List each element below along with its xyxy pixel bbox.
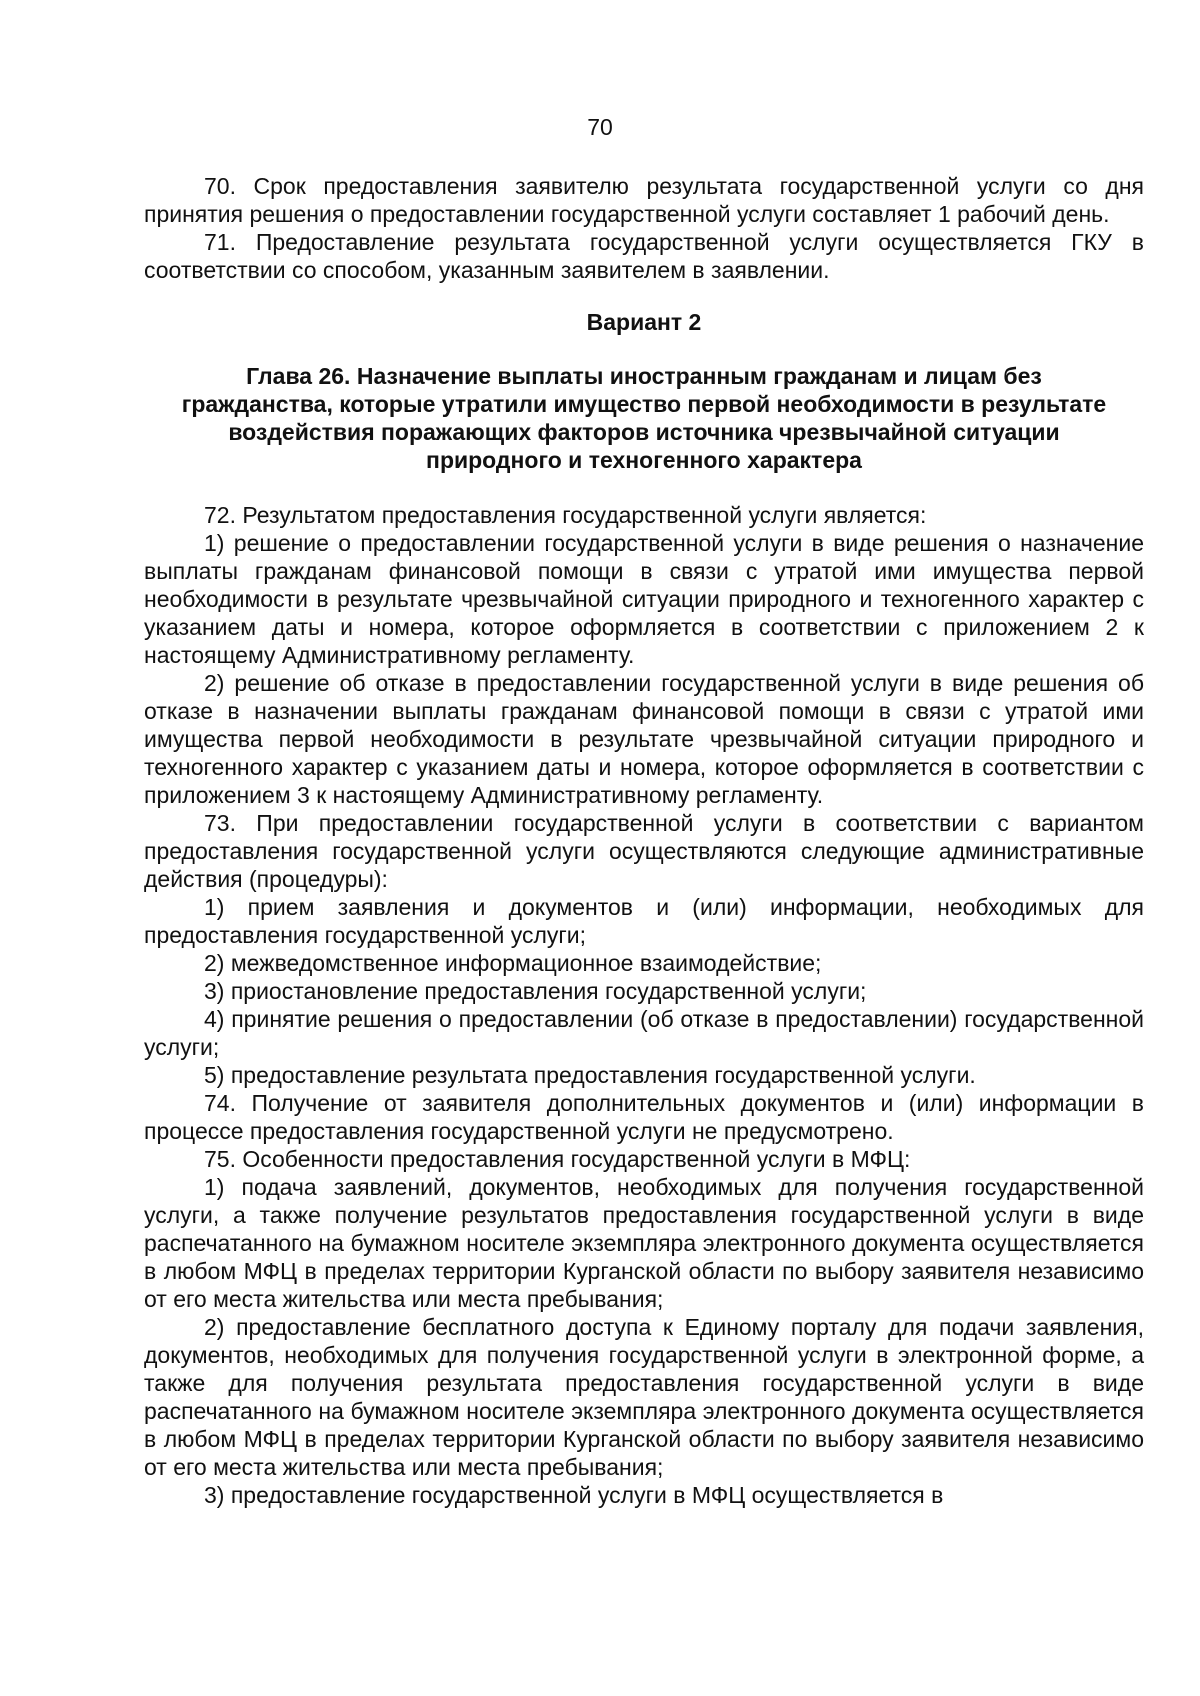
chapter-heading: [144, 362, 1144, 474]
paragraph-72-item-1: 1) решение о предоставлении государственной услуги в виде решения о назначение выплаты гражданам финансовой помощи в связи с утратой ими имущества первой необходимости в результате чрезвычайной ситуации природного и техногенного характер с указанием даты и номера, которое оформляется в соответствии с приложением 2 к настоящему Административному регламенту.: [144, 530, 1144, 668]
paragraph-75-item-1: 1) подача заявлений, документов, необходимых для получения государственной услуги, а также получение результатов предоставления государственной услуги в виде распечатанного на бумажном носителе экземпляра электронного документа осуществляется в любом МФЦ в пределах территории Курганской области по выбору заявителя независимо от его места жительства или места пребывания;: [144, 1174, 1144, 1312]
paragraph-71: 71. Предоставление результата государственной услуги осуществляется ГКУ в соответствии со способом, указанным заявителем в заявлении.: [144, 229, 1144, 283]
paragraph-74: 74. Получение от заявителя дополнительных документов и (или) информации в процессе предоставления государственной услуги не предусмотрено.: [144, 1090, 1144, 1144]
chapter-heading-line: природного и техногенного характера: [426, 447, 862, 473]
paragraph-73: 73. При предоставлении государственной услуги в соответствии с вариантом предоставления государственной услуги осуществляются следующие административные действия (процедуры):: [144, 810, 1144, 892]
paragraph-72: 72. Результатом предоставления государственной услуги является:: [204, 502, 927, 528]
paragraph-72-item-2: 2) решение об отказе в предоставлении государственной услуги в виде решения об отказе в назначении выплаты гражданам финансовой помощи в связи с утратой ими имущества первой необходимости в результате чрезвычайной ситуации природного и техногенного характер с указанием даты и номера, которое оформляется в соответствии с приложением 3 к настоящему Административному регламенту.: [144, 670, 1144, 808]
paragraph-73-item-3: 3) приостановление предоставления государственной услуги;: [204, 978, 867, 1004]
paragraph-73-item-4: 4) принятие решения о предоставлении (об отказе в предоставлении) государственной услуги;: [144, 1006, 1144, 1060]
chapter-heading-line: гражданства, которые утратили имущество первой необходимости в результате: [181, 391, 1107, 417]
paragraph-70: 70. Срок предоставления заявителю результата государственной услуги со дня принятия решения о предоставлении государственной услуги составляет 1 рабочий день.: [144, 173, 1144, 227]
paragraph-73-item-1: 1) прием заявления и документов и (или) информации, необходимых для предоставления государственной услуги;: [144, 894, 1144, 948]
chapter-heading-line: воздействия поражающих факторов источника чрезвычайной ситуации: [228, 419, 1060, 445]
paragraph-75-item-2: 2) предоставление бесплатного доступа к Единому порталу для подачи заявления, документов, необходимых для получения государственной услуги в электронной форме, а также для получения результата предоставления государственной услуги в виде распечатанного на бумажном носителе экземпляра электронного документа осуществляется в любом МФЦ в пределах территории Курганской области по выбору заявителя независимо от его места жительства или места пребывания;: [144, 1314, 1144, 1480]
paragraph-73-item-2: 2) межведомственное информационное взаимодействие;: [204, 950, 822, 976]
variant-heading: Вариант 2: [586, 309, 702, 335]
paragraph-73-item-5: 5) предоставление результата предоставления государственной услуги.: [204, 1062, 976, 1088]
document-body: [144, 172, 1144, 1509]
paragraph-75-item-3: 3) предоставление государственной услуги в МФЦ осуществляется в: [204, 1482, 944, 1508]
page-number: 70: [587, 114, 613, 140]
paragraph-75: 75. Особенности предоставления государственной услуги в МФЦ:: [204, 1146, 911, 1172]
chapter-heading-line: Глава 26. Назначение выплаты иностранным гражданам и лицам без: [246, 363, 1042, 389]
